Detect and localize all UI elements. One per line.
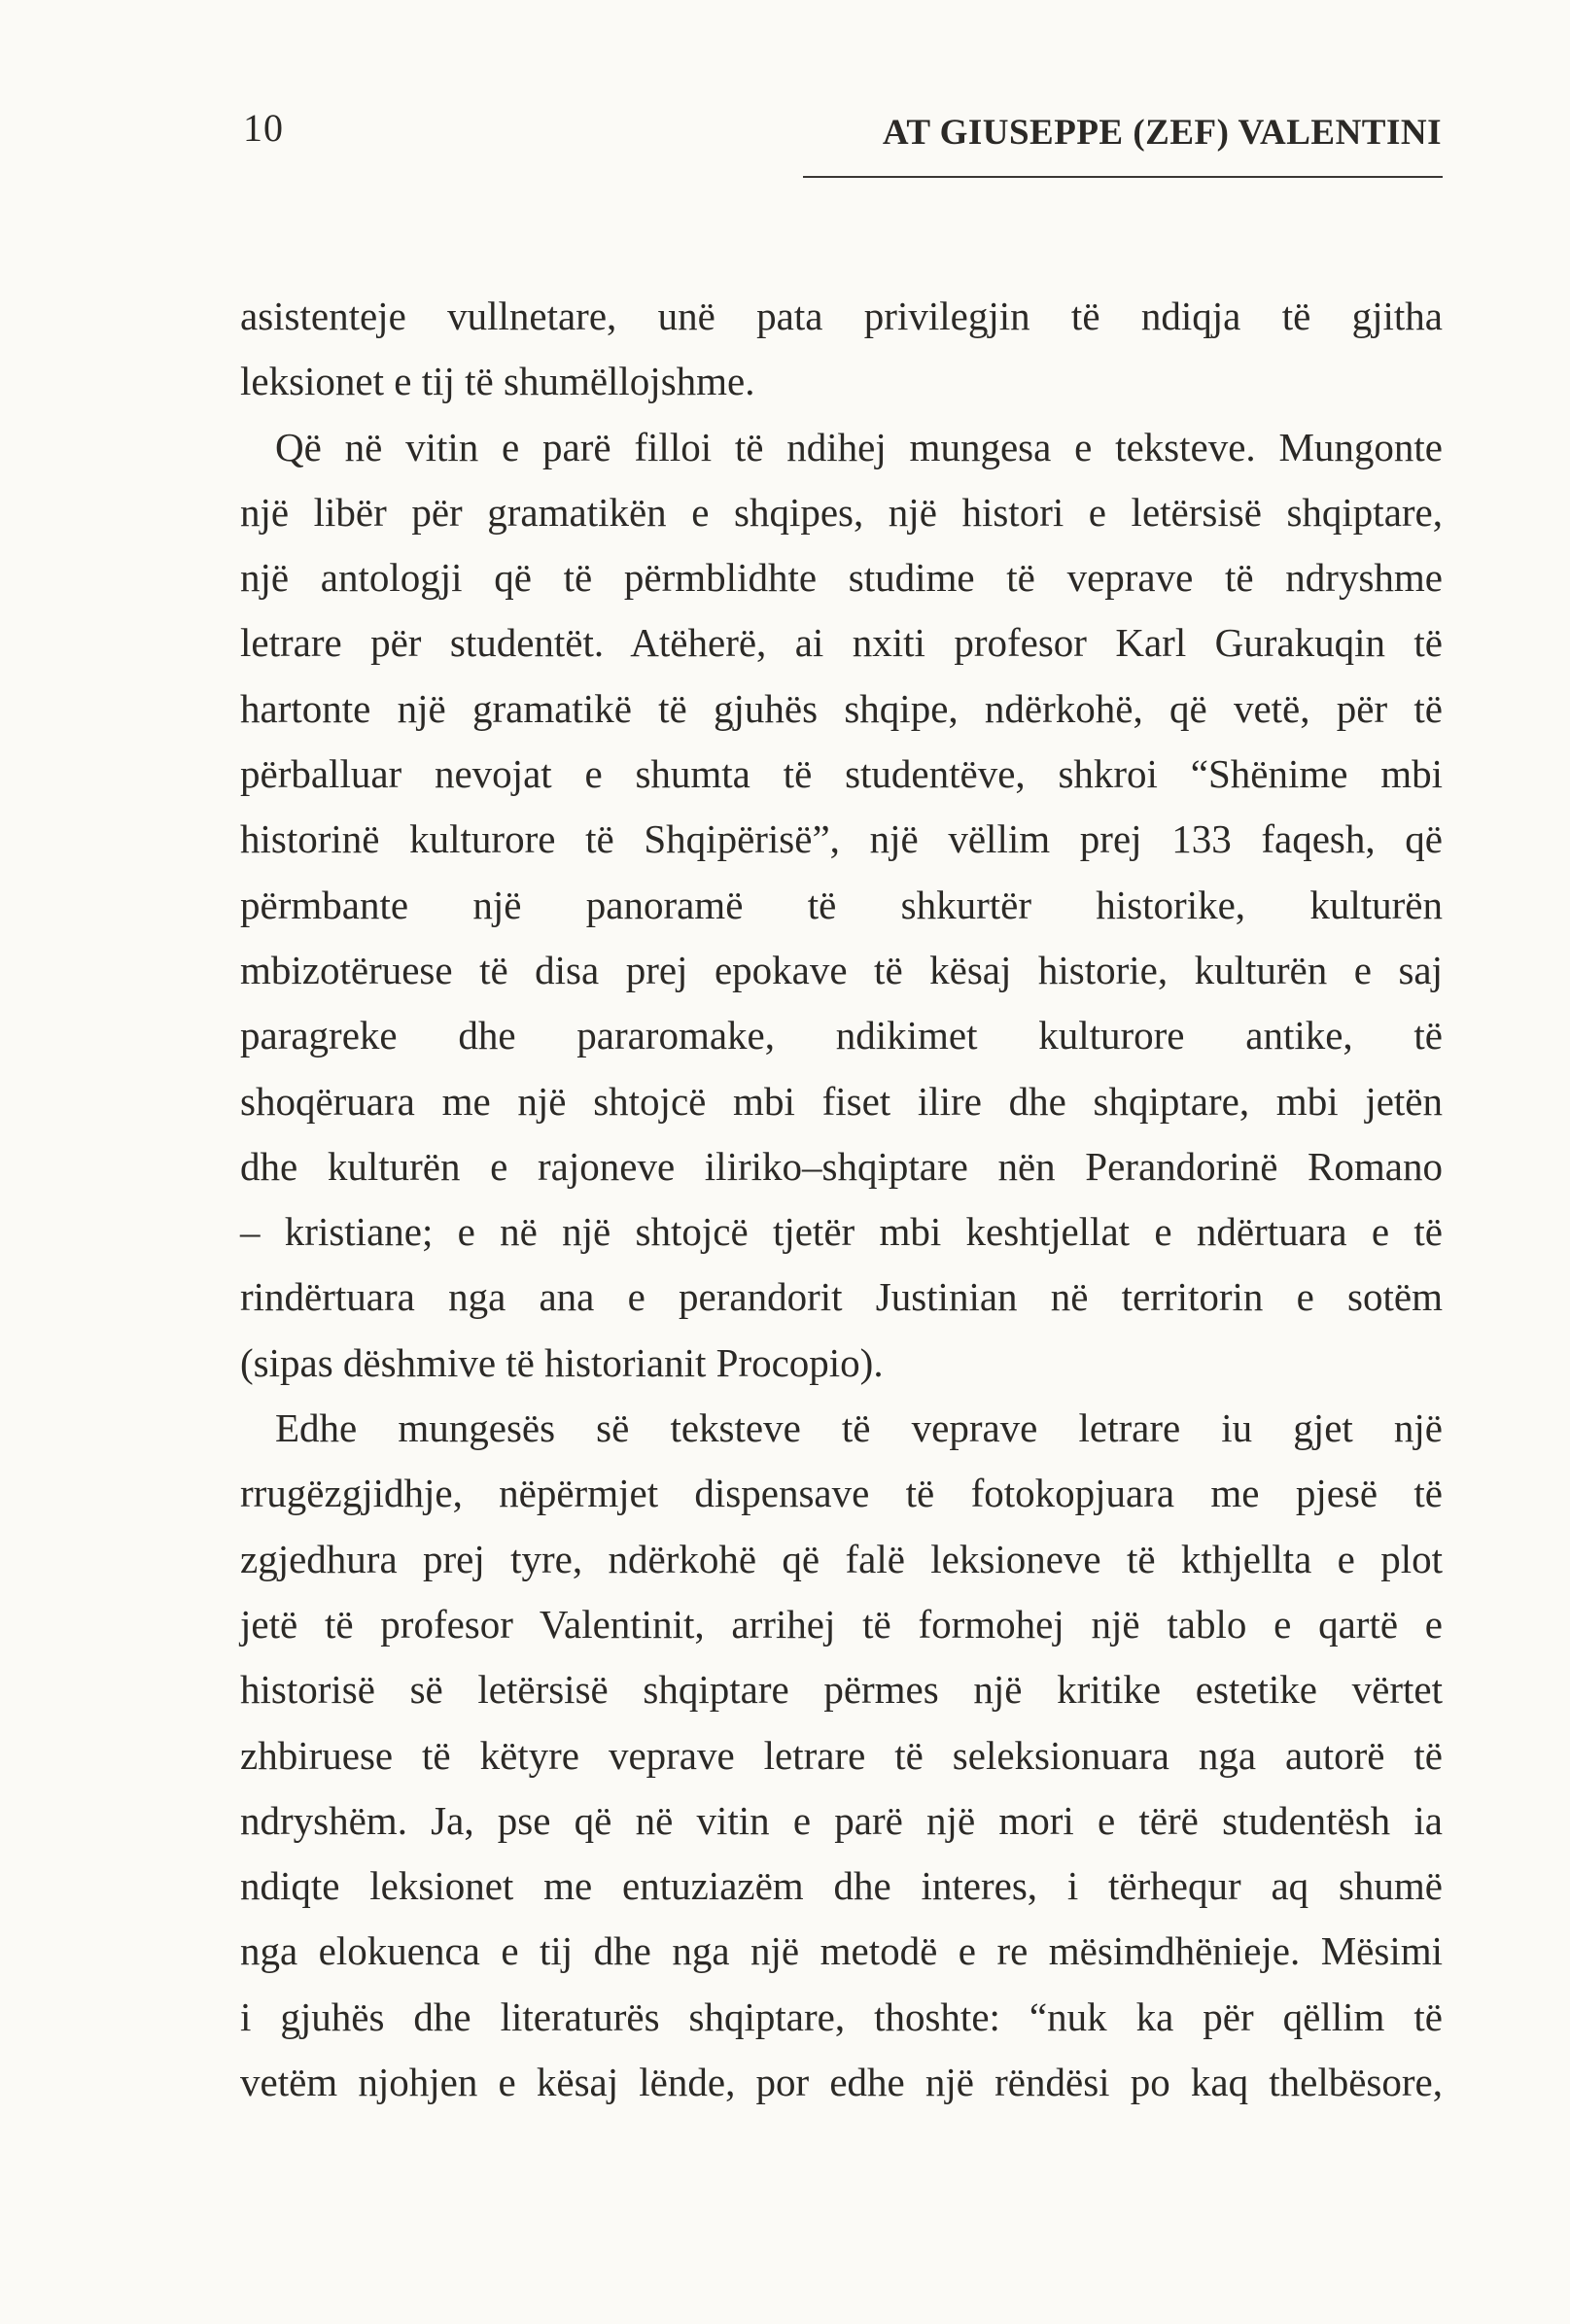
header-rule — [803, 176, 1443, 178]
text-line: (sipas dëshmive të historianit Procopio). — [240, 1339, 884, 1385]
page-number: 10 — [243, 106, 284, 150]
text-line: rrugëzgjidhje, nëpërmjet dispensave të fotokopjuara me pjesë të — [240, 1471, 1443, 1516]
text-line: Që në vitin e parë filloi të ndihej mungesa e teksteve. Mungonte — [275, 424, 1443, 469]
text-line: shoqëruara me një shtojcë mbi fiset ilire dhe shqiptare, mbi jetën — [240, 1078, 1443, 1124]
text-line: zhbiruese të këtyre veprave letrare të seleksionuara nga autorë të — [240, 1732, 1443, 1778]
text-line: leksionet e tij të shumëllojshme. — [240, 359, 755, 404]
text-line: asistenteje vullnetare, unë pata privilegjin të ndiqja të gjitha — [240, 294, 1443, 338]
text-line: vetëm njohjen e kësaj lënde, por edhe një rëndësi po kaq thelbësore, — [240, 2060, 1443, 2105]
text-line: letrare për studentët. Atëherë, ai nxiti profesor Karl Gurakuqin të — [240, 620, 1443, 666]
body-text — [240, 284, 1443, 2115]
text-line: një antologji që të përmblidhte studime të veprave të ndryshme — [240, 555, 1443, 601]
text-line: historisë së letërsisë shqiptare përmes një kritike estetike vërtet — [240, 1667, 1443, 1713]
text-line: mbizotëruese të disa prej epokave të kësaj historie, kulturën e saj — [240, 947, 1443, 992]
paragraph-2 — [240, 415, 1443, 1396]
text-line: – kristiane; e në një shtojcë tjetër mbi keshtjellat e ndërtuara e të — [240, 1209, 1443, 1255]
text-line: hartonte një gramatikë të gjuhës shqipe, ndërkohë, që vetë, për të — [240, 685, 1443, 731]
text-line: një libër për gramatikën e shqipes, një histori e letërsisë shqiptare, — [240, 489, 1443, 535]
text-line: zgjedhura prej tyre, ndërkohë që falë leksioneve të kthjellta e plot — [240, 1536, 1443, 1581]
text-line: jetë të profesor Valentinit, arrihej të formohej një tablo e qartë e — [240, 1601, 1443, 1647]
text-line: dhe kulturën e rajoneve iliriko–shqiptare nën Perandorinë Romano — [240, 1143, 1443, 1189]
paragraph-3 — [240, 1396, 1443, 2115]
text-line: ndryshëm. Ja, pse që në vitin e parë një mori e tërë studentësh ia — [240, 1797, 1443, 1843]
text-line: përballuar nevojat e shumta të studentëve, shkroi “Shënime mbi — [240, 751, 1443, 797]
text-line: paragreke dhe pararomake, ndikimet kulturore antike, të — [240, 1013, 1443, 1058]
text-line: i gjuhës dhe literaturës shqiptare, thoshte: “nuk ka për qëllim të — [240, 1994, 1443, 2039]
text-line: rindërtuara nga ana e perandorit Justinian në territorin e sotëm — [240, 1274, 1443, 1320]
text-line: ndiqte leksionet me entuziazëm dhe interes, i tërhequr aq shumë — [240, 1863, 1443, 1909]
paragraph-1 — [240, 284, 1443, 415]
text-line: nga elokuenca e tij dhe nga një metodë e re mësimdhënieje. Mësimi — [240, 1928, 1443, 1974]
text-line: historinë kulturore të Shqipërisë”, një vëllim prej 133 faqesh, që — [240, 816, 1443, 862]
text-line: Edhe mungesës së teksteve të veprave letrare iu gjet një — [275, 1405, 1443, 1451]
running-title: AT GIUSEPPE (ZEF) VALENTINI — [882, 113, 1442, 153]
text-line: përmbante një panoramë të shkurtër historike, kulturën — [240, 882, 1443, 927]
